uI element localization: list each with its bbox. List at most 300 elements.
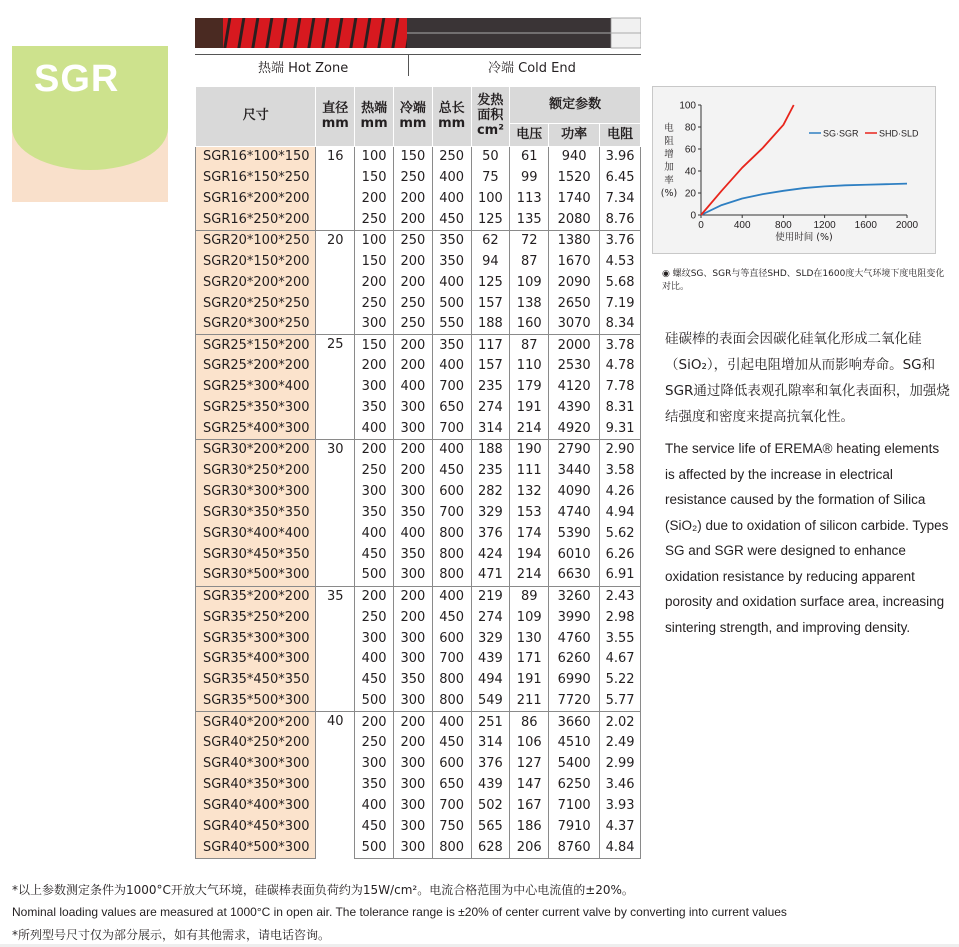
table-row bbox=[196, 230, 641, 251]
footnote-test-conditions: *以上参数测定条件为1000°C开放大气环境，硅碳棒表面负荷约为15W/cm²。电流合格范围为中心电流值的±20%。 bbox=[12, 883, 634, 897]
cell-resist: 8.34 bbox=[605, 316, 635, 332]
y-tick-label: 60 bbox=[684, 144, 696, 156]
header-voltage: 电压 bbox=[510, 124, 549, 147]
cell-cold: 300 bbox=[393, 565, 432, 586]
cell-resist: 5.77 bbox=[605, 693, 635, 709]
cell-total: 400 bbox=[432, 167, 471, 188]
cell-power: 1740 bbox=[549, 188, 600, 209]
cell-total: 350 bbox=[432, 230, 471, 251]
cell-area: 439 bbox=[471, 649, 510, 670]
cell-hot: 200 bbox=[355, 356, 394, 377]
cell-area: 157 bbox=[471, 356, 510, 377]
cell-cold: 400 bbox=[393, 377, 432, 398]
cell-total: 800 bbox=[432, 670, 471, 691]
cell-hot: 200 bbox=[355, 712, 394, 733]
cell-total: 550 bbox=[432, 314, 471, 335]
cell-resist: 2.98 bbox=[605, 609, 635, 625]
cell-volt: 191 bbox=[510, 398, 549, 419]
cell-volt: 186 bbox=[510, 817, 549, 838]
hot-zone-label: 热端 Hot Zone bbox=[258, 61, 349, 76]
cell-area: 502 bbox=[471, 796, 510, 817]
cell-area: 188 bbox=[471, 314, 510, 335]
cell-area: 376 bbox=[471, 754, 510, 775]
table-row bbox=[196, 209, 641, 230]
cell-power: 6630 bbox=[549, 565, 600, 586]
cell-volt: 132 bbox=[510, 482, 549, 503]
cell-hot: 100 bbox=[355, 147, 394, 168]
cell-total: 700 bbox=[432, 419, 471, 440]
cell-hot: 400 bbox=[355, 419, 394, 440]
cell-volt: 206 bbox=[510, 837, 549, 858]
y-tick-label: 40 bbox=[684, 166, 696, 178]
spec-table bbox=[195, 86, 641, 859]
legend-label: SHD·SLD bbox=[879, 128, 919, 139]
cell-resist: 2.99 bbox=[605, 756, 635, 772]
cell-power: 2650 bbox=[549, 293, 600, 314]
table-row bbox=[196, 649, 641, 670]
cell-volt: 72 bbox=[510, 230, 549, 251]
cell-hot: 300 bbox=[355, 754, 394, 775]
cell-hot: 350 bbox=[355, 398, 394, 419]
cell-resist: 5.62 bbox=[605, 525, 635, 541]
cell-power: 7910 bbox=[549, 817, 600, 838]
cell-volt: 106 bbox=[510, 733, 549, 754]
cell-hot: 100 bbox=[355, 230, 394, 251]
cell-total: 450 bbox=[432, 607, 471, 628]
cell-hot: 450 bbox=[355, 544, 394, 565]
footnote-english: Nominal loading values are measured at 1000°C in open air. The tolerance range is ±20% of center current valve by converting into current values bbox=[12, 905, 787, 919]
cell-model: SGR40*350*300 bbox=[196, 775, 316, 796]
cell-total: 250 bbox=[432, 147, 471, 168]
cell-volt: 179 bbox=[510, 377, 549, 398]
cell-area: 471 bbox=[471, 565, 510, 586]
cell-resist: 5.68 bbox=[605, 274, 635, 290]
x-tick-label: 800 bbox=[775, 220, 792, 231]
cell-cold: 350 bbox=[393, 670, 432, 691]
table-row bbox=[196, 691, 641, 712]
cell-cold: 300 bbox=[393, 398, 432, 419]
cell-cold: 200 bbox=[393, 188, 432, 209]
cell-total: 400 bbox=[432, 356, 471, 377]
cell-cold: 300 bbox=[393, 796, 432, 817]
cell-cold: 300 bbox=[393, 482, 432, 503]
cell-resist: 4.84 bbox=[600, 837, 641, 858]
table-row bbox=[196, 356, 641, 377]
cell-hot: 250 bbox=[355, 293, 394, 314]
cell-volt: 130 bbox=[510, 628, 549, 649]
chart-note: ◉ 螺纹SG、SGR与等直径SHD、SLD在1600度大气环境下度电阻变化对比。 bbox=[662, 269, 945, 292]
cell-area: 62 bbox=[471, 230, 510, 251]
cell-model: SGR25*350*300 bbox=[196, 398, 316, 419]
x-tick-label: 400 bbox=[733, 220, 751, 231]
cell-power: 4920 bbox=[549, 419, 600, 440]
cell-total: 400 bbox=[432, 272, 471, 293]
cell-model: SGR20*250*250 bbox=[196, 293, 316, 314]
cell-power: 5390 bbox=[549, 523, 600, 544]
cell-hot: 200 bbox=[355, 440, 394, 461]
cell-model: SGR20*100*250 bbox=[196, 230, 316, 251]
cell-power: 3070 bbox=[549, 314, 600, 335]
cell-power: 4120 bbox=[549, 377, 600, 398]
x-tick-label: 0 bbox=[698, 220, 704, 231]
cell-model: SGR40*400*300 bbox=[196, 796, 316, 817]
x-tick-label: 2000 bbox=[895, 220, 919, 231]
cell-total: 600 bbox=[432, 628, 471, 649]
cell-power: 1380 bbox=[549, 230, 600, 251]
cell-resist: 6.45 bbox=[605, 169, 635, 185]
cell-diameter: 25 bbox=[316, 335, 355, 440]
cell-volt: 99 bbox=[510, 167, 549, 188]
cell-hot: 400 bbox=[355, 796, 394, 817]
cell-volt: 214 bbox=[510, 419, 549, 440]
cell-area: 235 bbox=[471, 461, 510, 482]
table-row bbox=[196, 440, 641, 461]
cell-resist: 9.31 bbox=[605, 420, 635, 436]
y-tick-label: 80 bbox=[684, 122, 696, 134]
cell-cold: 200 bbox=[393, 356, 432, 377]
cell-total: 800 bbox=[432, 565, 471, 586]
table-row bbox=[196, 565, 641, 586]
header-rated: 额定参数 bbox=[510, 87, 641, 124]
footnote-inquiry: *所列型号尺寸仅为部分展示，如有其他需求，请电话咨询。 bbox=[12, 928, 331, 942]
cell-hot: 300 bbox=[355, 314, 394, 335]
cell-model: SGR40*200*200 bbox=[196, 712, 316, 733]
x-tick-label: 1200 bbox=[813, 220, 836, 231]
cell-area: 565 bbox=[471, 817, 510, 838]
cell-resist: 2.43 bbox=[600, 586, 641, 607]
cell-area: 219 bbox=[471, 586, 510, 607]
cell-cold: 200 bbox=[393, 733, 432, 754]
cell-power: 2000 bbox=[549, 335, 600, 356]
legend-label: SG·SGR bbox=[823, 128, 859, 139]
cell-total: 800 bbox=[432, 691, 471, 712]
series-line-sg-sgr bbox=[701, 184, 907, 215]
cell-cold: 300 bbox=[393, 419, 432, 440]
cell-hot: 400 bbox=[355, 649, 394, 670]
cell-model: SGR20*300*250 bbox=[196, 314, 316, 335]
cell-total: 600 bbox=[432, 754, 471, 775]
cell-model: SGR30*200*200 bbox=[196, 440, 316, 461]
cell-power: 8760 bbox=[549, 837, 600, 858]
cell-power: 6010 bbox=[549, 544, 600, 565]
cell-area: 251 bbox=[471, 712, 510, 733]
cell-resist: 8.76 bbox=[605, 211, 635, 227]
cell-model: SGR25*300*400 bbox=[196, 377, 316, 398]
table-row bbox=[196, 523, 641, 544]
cell-cold: 300 bbox=[393, 628, 432, 649]
cell-area: 314 bbox=[471, 419, 510, 440]
cell-volt: 110 bbox=[510, 356, 549, 377]
cell-power: 2530 bbox=[549, 356, 600, 377]
cell-volt: 153 bbox=[510, 502, 549, 523]
cell-cold: 250 bbox=[393, 293, 432, 314]
cell-area: 314 bbox=[471, 733, 510, 754]
description-chinese: 硅碳棒的表面会因碳化硅氧化形成二氧化硅（SiO₂），引起电阻增加从而影响寿命。SG和SGR通过降低表观孔隙率和氧化表面积，加强烧结强度和密度来提高抗氧化性。 bbox=[665, 331, 950, 425]
table-row bbox=[196, 251, 641, 272]
table-row bbox=[196, 628, 641, 649]
cell-resist: 4.37 bbox=[605, 818, 635, 834]
cell-resist: 3.46 bbox=[605, 777, 635, 793]
cell-volt: 113 bbox=[510, 188, 549, 209]
cell-total: 400 bbox=[432, 188, 471, 209]
header-area: 发热 面积 cm² bbox=[471, 87, 510, 147]
cell-hot: 300 bbox=[355, 377, 394, 398]
rod-dimension-line bbox=[195, 54, 641, 55]
cell-total: 350 bbox=[432, 251, 471, 272]
cell-cold: 200 bbox=[393, 461, 432, 482]
cell-model: SGR20*150*200 bbox=[196, 251, 316, 272]
table-row bbox=[196, 272, 641, 293]
y-axis-label-char: 加 bbox=[664, 162, 674, 173]
cell-cold: 300 bbox=[393, 837, 432, 858]
cell-total: 650 bbox=[432, 398, 471, 419]
cell-hot: 200 bbox=[355, 188, 394, 209]
cell-power: 4090 bbox=[549, 482, 600, 503]
cell-cold: 300 bbox=[393, 817, 432, 838]
cell-cold: 250 bbox=[393, 167, 432, 188]
table-row bbox=[196, 398, 641, 419]
cell-resist: 3.96 bbox=[605, 149, 635, 165]
cell-resist: 3.78 bbox=[600, 335, 641, 356]
cell-cold: 200 bbox=[393, 209, 432, 230]
cell-power: 3660 bbox=[549, 712, 600, 733]
cell-model: SGR25*400*300 bbox=[196, 419, 316, 440]
heating-rod-illustration bbox=[195, 14, 641, 50]
cell-area: 376 bbox=[471, 523, 510, 544]
cell-resist: 8.31 bbox=[605, 400, 635, 416]
cell-area: 157 bbox=[471, 293, 510, 314]
table-row bbox=[196, 419, 641, 440]
x-axis-label: 使用时间 (%) bbox=[775, 232, 833, 243]
table-row bbox=[196, 188, 641, 209]
cell-model: SGR40*250*200 bbox=[196, 733, 316, 754]
cell-total: 400 bbox=[432, 712, 471, 733]
cell-power: 3440 bbox=[549, 461, 600, 482]
cell-resist: 7.78 bbox=[605, 379, 635, 395]
cell-volt: 174 bbox=[510, 523, 549, 544]
cell-volt: 127 bbox=[510, 754, 549, 775]
cell-hot: 500 bbox=[355, 691, 394, 712]
cell-volt: 191 bbox=[510, 670, 549, 691]
cell-volt: 87 bbox=[510, 335, 549, 356]
cell-diameter: 35 bbox=[316, 586, 355, 712]
y-axis-label-char: 电 bbox=[664, 123, 674, 134]
cell-total: 450 bbox=[432, 733, 471, 754]
cell-area: 329 bbox=[471, 502, 510, 523]
cell-hot: 400 bbox=[355, 523, 394, 544]
cell-diameter: 30 bbox=[316, 440, 355, 587]
cell-volt: 109 bbox=[510, 272, 549, 293]
cell-volt: 160 bbox=[510, 314, 549, 335]
table-row bbox=[196, 502, 641, 523]
table-row bbox=[196, 544, 641, 565]
cell-total: 450 bbox=[432, 209, 471, 230]
cold-end-label: 冷端 Cold End bbox=[488, 61, 576, 76]
table-row bbox=[196, 837, 641, 858]
cell-area: 117 bbox=[471, 335, 510, 356]
cell-resist: 7.34 bbox=[605, 190, 635, 206]
cell-power: 4740 bbox=[549, 502, 600, 523]
cell-model: SGR35*200*200 bbox=[196, 586, 316, 607]
cell-resist: 6.91 bbox=[605, 567, 635, 583]
cell-cold: 200 bbox=[393, 335, 432, 356]
table-row bbox=[196, 377, 641, 398]
cell-hot: 350 bbox=[355, 775, 394, 796]
cell-resist: 3.55 bbox=[605, 630, 635, 646]
cell-power: 5400 bbox=[549, 754, 600, 775]
cell-volt: 138 bbox=[510, 293, 549, 314]
cell-model: SGR30*400*400 bbox=[196, 523, 316, 544]
cell-hot: 300 bbox=[355, 628, 394, 649]
table-row bbox=[196, 754, 641, 775]
cell-cold: 300 bbox=[393, 649, 432, 670]
cell-power: 6250 bbox=[549, 775, 600, 796]
cell-model: SGR30*350*350 bbox=[196, 502, 316, 523]
cell-resist: 3.76 bbox=[600, 230, 641, 251]
header-cold: 冷端 mm bbox=[393, 87, 432, 147]
product-badge bbox=[12, 46, 168, 202]
cell-total: 500 bbox=[432, 293, 471, 314]
cell-hot: 500 bbox=[355, 565, 394, 586]
cell-model: SGR40*300*300 bbox=[196, 754, 316, 775]
table-row bbox=[196, 586, 641, 607]
table-row bbox=[196, 733, 641, 754]
cell-model: SGR16*150*250 bbox=[196, 167, 316, 188]
cell-area: 125 bbox=[471, 272, 510, 293]
cell-area: 329 bbox=[471, 628, 510, 649]
cell-cold: 200 bbox=[393, 251, 432, 272]
spec-table-body bbox=[196, 147, 641, 859]
y-tick-label: 20 bbox=[684, 188, 696, 200]
cell-volt: 171 bbox=[510, 649, 549, 670]
cell-volt: 190 bbox=[510, 440, 549, 461]
cell-volt: 147 bbox=[510, 775, 549, 796]
cell-resist: 4.94 bbox=[605, 504, 635, 520]
cell-power: 1520 bbox=[549, 167, 600, 188]
rod-zone-divider bbox=[408, 54, 409, 76]
cell-model: SGR20*200*200 bbox=[196, 272, 316, 293]
y-tick-label: 0 bbox=[690, 210, 696, 222]
cell-area: 75 bbox=[471, 167, 510, 188]
cell-hot: 350 bbox=[355, 502, 394, 523]
cell-model: SGR16*100*150 bbox=[196, 147, 316, 168]
cell-volt: 194 bbox=[510, 544, 549, 565]
resistance-chart bbox=[653, 87, 937, 255]
cell-volt: 89 bbox=[510, 586, 549, 607]
cell-model: SGR25*150*200 bbox=[196, 335, 316, 356]
badge-title: SGR bbox=[34, 58, 120, 100]
cell-cold: 400 bbox=[393, 523, 432, 544]
cell-hot: 450 bbox=[355, 670, 394, 691]
cell-hot: 200 bbox=[355, 272, 394, 293]
cell-power: 7100 bbox=[549, 796, 600, 817]
cell-area: 125 bbox=[471, 209, 510, 230]
cell-power: 6260 bbox=[549, 649, 600, 670]
cell-model: SGR16*250*200 bbox=[196, 209, 316, 230]
cell-area: 50 bbox=[471, 147, 510, 168]
cell-model: SGR35*500*300 bbox=[196, 691, 316, 712]
y-axis-label-char: (%) bbox=[660, 188, 678, 199]
cell-cold: 300 bbox=[393, 775, 432, 796]
cell-hot: 250 bbox=[355, 209, 394, 230]
cell-total: 700 bbox=[432, 796, 471, 817]
cell-cold: 150 bbox=[393, 147, 432, 168]
cell-cold: 250 bbox=[393, 230, 432, 251]
cell-volt: 135 bbox=[510, 209, 549, 230]
cell-power: 2080 bbox=[549, 209, 600, 230]
series-line-shd-sld bbox=[701, 105, 794, 215]
cell-hot: 150 bbox=[355, 335, 394, 356]
cell-power: 3990 bbox=[549, 607, 600, 628]
cell-volt: 61 bbox=[510, 147, 549, 168]
cell-total: 600 bbox=[432, 482, 471, 503]
cell-cold: 300 bbox=[393, 691, 432, 712]
cell-cold: 200 bbox=[393, 586, 432, 607]
cell-resist: 7.19 bbox=[605, 295, 635, 311]
header-total: 总长 mm bbox=[432, 87, 471, 147]
cell-volt: 109 bbox=[510, 607, 549, 628]
cell-power: 6990 bbox=[549, 670, 600, 691]
cell-total: 400 bbox=[432, 586, 471, 607]
cell-model: SGR40*450*300 bbox=[196, 817, 316, 838]
cell-resist: 5.22 bbox=[605, 672, 635, 688]
cell-cold: 350 bbox=[393, 544, 432, 565]
cell-area: 188 bbox=[471, 440, 510, 461]
table-row bbox=[196, 335, 641, 356]
cell-resist: 4.26 bbox=[605, 483, 635, 499]
cell-volt: 211 bbox=[510, 691, 549, 712]
cell-power: 4760 bbox=[549, 628, 600, 649]
cell-volt: 167 bbox=[510, 796, 549, 817]
cell-area: 94 bbox=[471, 251, 510, 272]
cell-power: 2790 bbox=[549, 440, 600, 461]
cell-area: 100 bbox=[471, 188, 510, 209]
x-tick-label: 1600 bbox=[854, 220, 877, 231]
cell-resist: 2.90 bbox=[600, 440, 641, 461]
table-row bbox=[196, 796, 641, 817]
cell-total: 650 bbox=[432, 775, 471, 796]
cell-power: 2090 bbox=[549, 272, 600, 293]
cell-hot: 250 bbox=[355, 607, 394, 628]
cell-total: 700 bbox=[432, 377, 471, 398]
cell-model: SGR30*500*300 bbox=[196, 565, 316, 586]
table-row bbox=[196, 147, 641, 168]
cell-diameter: 16 bbox=[316, 147, 355, 231]
cell-power: 4390 bbox=[549, 398, 600, 419]
cell-hot: 200 bbox=[355, 586, 394, 607]
chart-panel bbox=[652, 86, 936, 254]
cell-resist: 3.58 bbox=[605, 463, 635, 479]
table-row bbox=[196, 607, 641, 628]
y-axis-label-char: 阻 bbox=[664, 136, 674, 147]
cell-model: SGR35*300*300 bbox=[196, 628, 316, 649]
cell-hot: 250 bbox=[355, 461, 394, 482]
table-row bbox=[196, 293, 641, 314]
cell-area: 494 bbox=[471, 670, 510, 691]
cell-hot: 150 bbox=[355, 251, 394, 272]
cell-total: 800 bbox=[432, 544, 471, 565]
cell-cold: 300 bbox=[393, 754, 432, 775]
cell-resist: 4.67 bbox=[605, 651, 635, 667]
cell-model: SGR30*450*350 bbox=[196, 544, 316, 565]
cell-total: 700 bbox=[432, 649, 471, 670]
cell-diameter: 40 bbox=[316, 712, 355, 859]
y-axis-label-char: 增 bbox=[664, 149, 674, 160]
cell-area: 274 bbox=[471, 607, 510, 628]
cell-total: 750 bbox=[432, 817, 471, 838]
cell-hot: 300 bbox=[355, 482, 394, 503]
table-row bbox=[196, 314, 641, 335]
